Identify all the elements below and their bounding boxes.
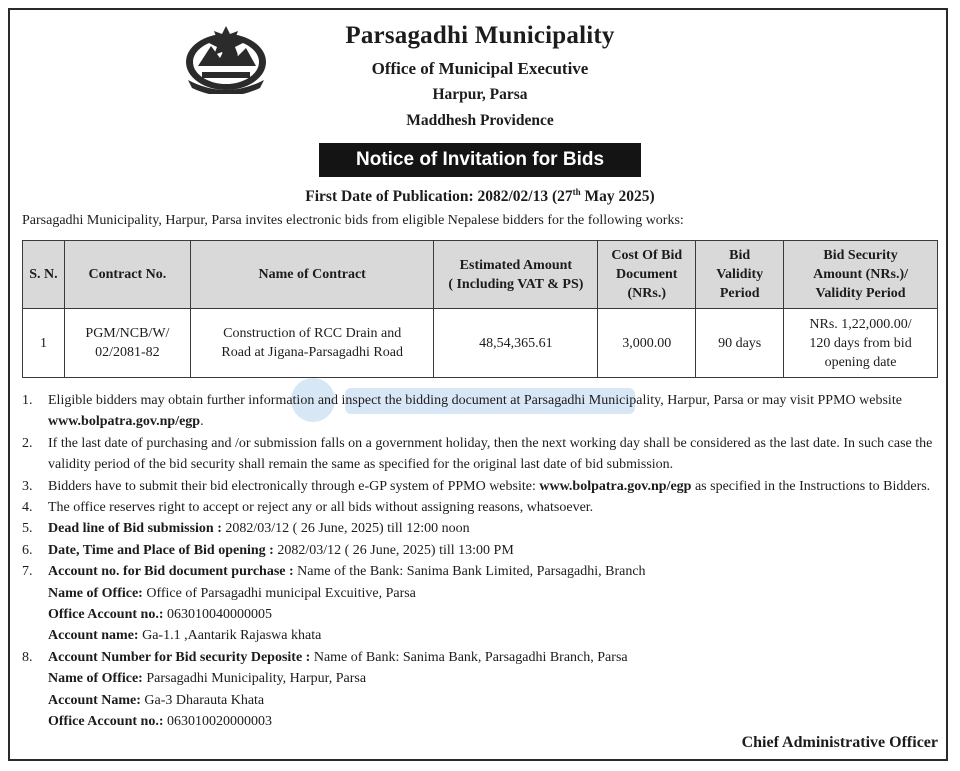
bids-table — [22, 240, 938, 378]
list-item: 6. Date, Time and Place of Bid opening : 2082/03/12 ( 26 June, 2025) till 13:00 PM — [22, 542, 514, 558]
cell-contract-no: PGM/NCB/W/ 02/2081-82 — [64, 309, 190, 378]
cell-bid-security: NRs. 1,22,000.00/ 120 days from bid opening date — [784, 309, 938, 378]
signatory-title: Chief Administrative Officer — [741, 734, 938, 751]
terms-list — [22, 390, 940, 733]
header-contract-no: Contract No. — [64, 241, 190, 309]
list-item: 1. Eligible bidders may obtain further information and inspect the bidding document at Parsagadhi Municipality, Harpur, Parsa or may visit PPMO website www.bolpatra.gov.np/egp. — [22, 393, 902, 430]
header-cost-of-document: Cost Of Bid Document (NRs.) — [598, 241, 696, 309]
header-bid-security: Bid Security Amount (NRs.)/ Validity Period — [784, 241, 938, 309]
publication-date: First Date of Publication: 2082/02/13 (27th May 2025) — [305, 187, 655, 206]
header-sn: S. N. — [23, 241, 65, 309]
office-address: Harpur, Parsa — [432, 86, 528, 103]
nepal-emblem-icon — [176, 22, 276, 94]
table-row — [23, 309, 938, 378]
cell-estimated-amount: 48,54,365.61 — [434, 309, 598, 378]
municipality-title: Parsagadhi Municipality — [345, 22, 615, 49]
list-item: 7. Account no. for Bid document purchase : Name of the Bank: Sanima Bank Limited, Parsagadhi, Branch Name of Office: Office of Parsagadhi municipal Excuitive, Parsa Office Account no.: 063010040000005 Account name: Ga-1.1 ,Aantarik Rajaswa khata — [22, 564, 646, 644]
province-name: Maddhesh Providence — [406, 112, 554, 129]
list-item: 5. Dead line of Bid submission : 2082/03/12 ( 26 June, 2025) till 12:00 noon — [22, 521, 470, 537]
notice-heading: Notice of Invitation for Bids — [319, 143, 641, 177]
header-bid-validity: Bid Validity Period — [696, 241, 784, 309]
cell-bid-validity: 90 days — [696, 309, 784, 378]
list-item: 4. The office reserves right to accept or reject any or all bids without assigning reasons, whatsoever. — [22, 500, 594, 516]
cell-cost-of-document: 3,000.00 — [598, 309, 696, 378]
office-name: Office of Municipal Executive — [371, 59, 589, 78]
list-item: 3. Bidders have to submit their bid electronically through e-GP system of PPMO website: www.bolpatra.gov.np/egp as specified in the Instructions to Bidders. — [22, 478, 931, 494]
cell-contract-name: Construction of RCC Drain and Road at Jigana-Parsagadhi Road — [190, 309, 434, 378]
cell-sn: 1 — [23, 309, 65, 378]
list-item: 8. Account Number for Bid security Deposite : Name of Bank: Sanima Bank, Parsagadhi Branch, Parsa Name of Office: Parsagadhi Municipality, Harpur, Parsa Account Name: Ga-3 Dharauta Khata Office Account no.: 063010020000003 — [22, 649, 628, 730]
header-contract-name: Name of Contract — [190, 241, 434, 309]
list-item: 2. If the last date of purchasing and /or submission falls on a government holiday, then the next working day shall be considered as the last date. In such case the validity period of the bid security shall remain the same as specified for the original last date of bid submission. — [22, 435, 933, 473]
intro-text: Parsagadhi Municipality, Harpur, Parsa invites electronic bids from eligible Nepalese bidders for the following works: — [22, 213, 684, 228]
header-estimated-amount: Estimated Amount ( Including VAT & PS) — [434, 241, 598, 309]
table-header-row — [23, 241, 938, 309]
